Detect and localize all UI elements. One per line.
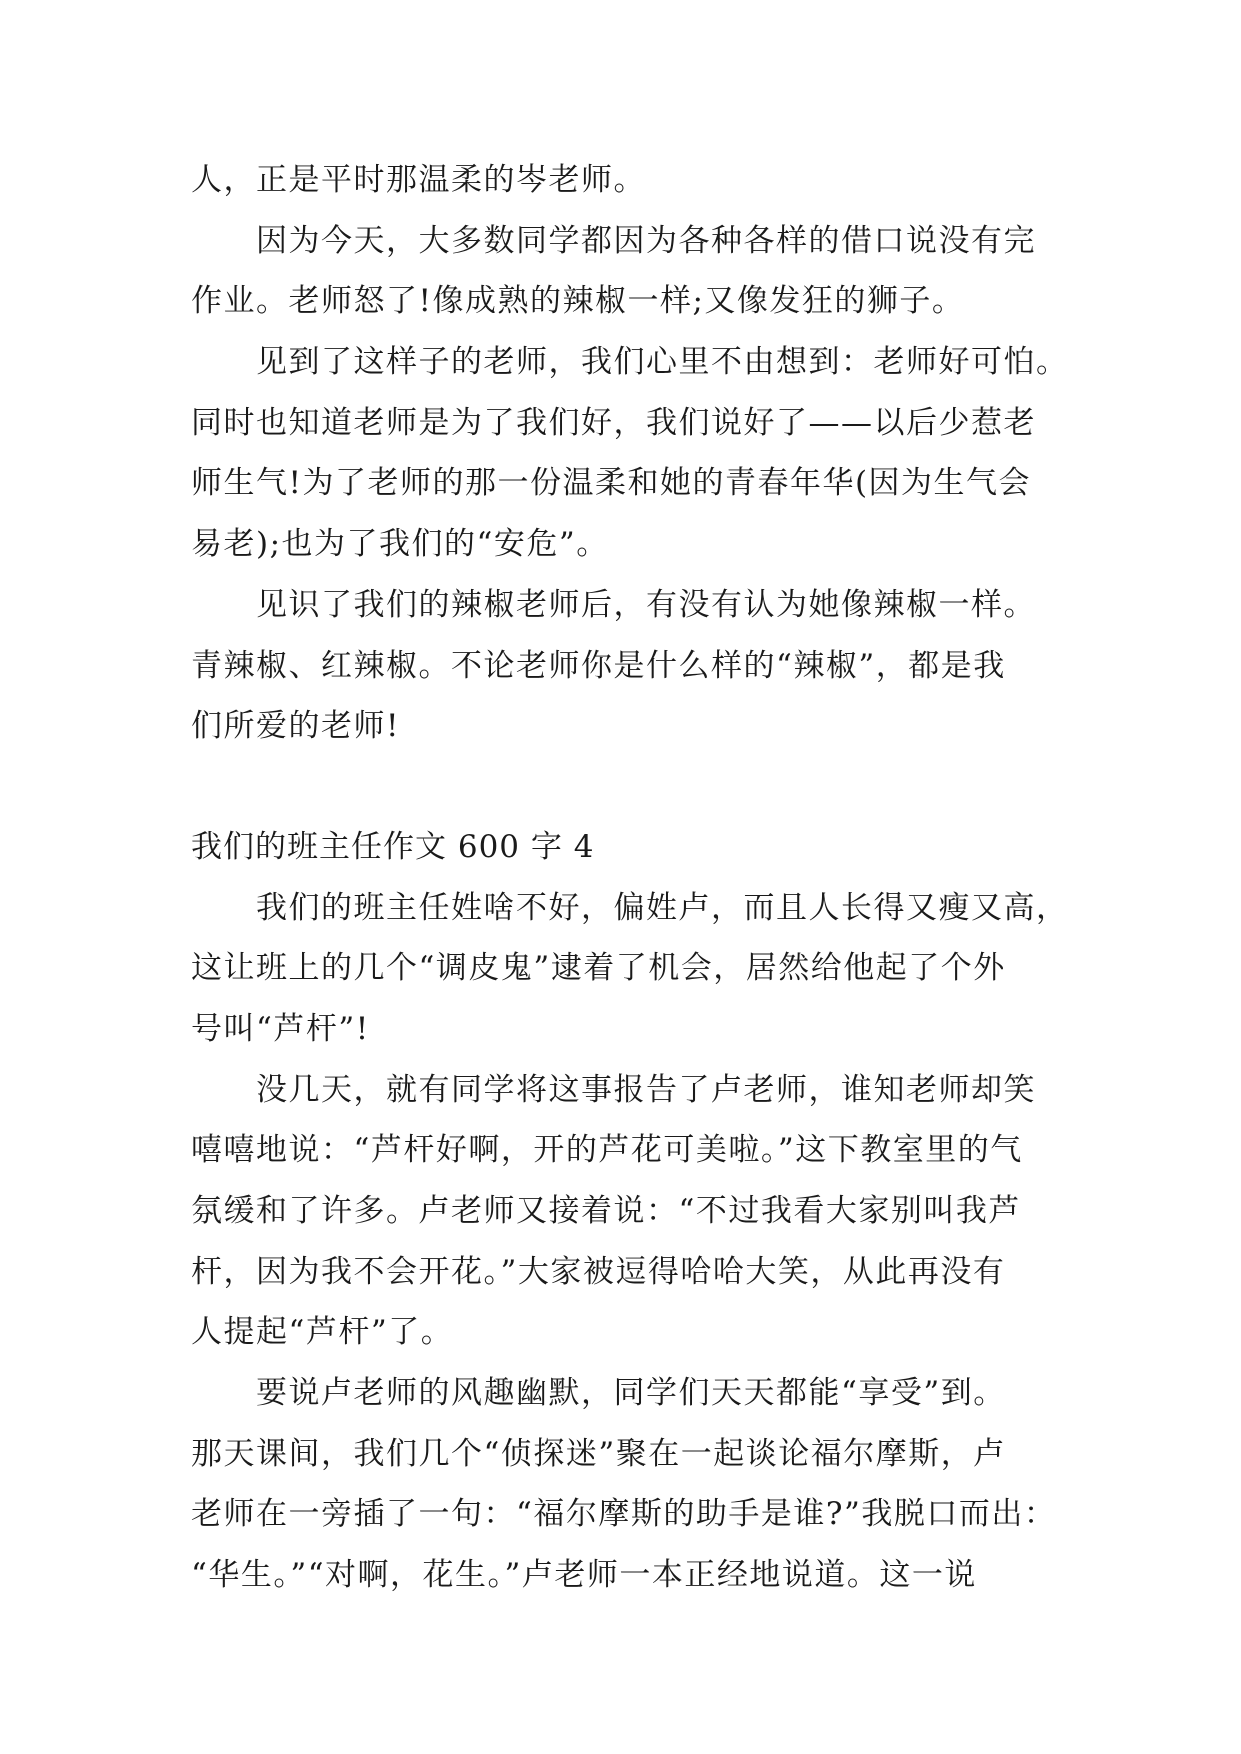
text-line: 要说卢老师的风趣幽默，同学们天天都能“享受”到。 (191, 1375, 1006, 1412)
text-line: 氛缓和了许多。卢老师又接着说：“不过我看大家别叫我芦 (191, 1193, 1021, 1229)
text-line: 们所爱的老师! (191, 708, 400, 745)
text-line: 见到了这样子的老师，我们心里不由想到：老师好可怕。 (191, 344, 1069, 381)
text-line: 这让班上的几个“调皮鬼”逮着了机会，居然给他起了个外 (191, 950, 1006, 987)
text-line: 见识了我们的辣椒老师后，有没有认为她像辣椒一样。 (191, 586, 1036, 623)
text-line: 人提起“芦杆”了。 (191, 1314, 454, 1351)
text-line: 师生气!为了老师的那一份温柔和她的青春年华(因为生气会 (191, 465, 1032, 502)
text-line: 作业。老师怒了!像成熟的辣椒一样;又像发狂的狮子。 (191, 283, 965, 320)
text-line: “华生。”“对啊，花生。”卢老师一本正经地说道。这一说 (191, 1557, 977, 1594)
text-line: 易老);也为了我们的“安危”。 (191, 526, 609, 563)
text-line: 老师在一旁插了一句：“福尔摩斯的助手是谁?”我脱口而出： (191, 1496, 1057, 1533)
document-body (191, 150, 1071, 1606)
text-line: 嘻嘻地说：“芦杆好啊，开的芦花可美啦。”这下教室里的气 (191, 1132, 1023, 1169)
text-line: 人，正是平时那温柔的岑老师。 (191, 162, 646, 198)
text-line: 号叫“芦杆”! (191, 1010, 370, 1047)
text-line: 青辣椒、红辣椒。不论老师你是什么样的“辣椒”，都是我 (191, 647, 1006, 684)
text-line: 没几天，就有同学将这事报告了卢老师，谁知老师却笑 (191, 1071, 1036, 1108)
text-line: 同时也知道老师是为了我们好，我们说好了——以后少惹老 (191, 404, 1036, 441)
text-line: 那天课间，我们几个“侦探迷”聚在一起谈论福尔摩斯，卢 (191, 1435, 1006, 1472)
text-line: 因为今天，大多数同学都因为各种各样的借口说没有完 (191, 222, 1036, 259)
text-line: 杆，因为我不会开花。”大家被逗得哈哈大笑，从此再没有 (191, 1253, 1006, 1290)
section-gap (191, 757, 1071, 817)
section-heading: 我们的班主任作文 600 字 4 (191, 828, 595, 865)
text-line: 我们的班主任姓啥不好，偏姓卢，而且人长得又瘦又高， (191, 889, 1069, 926)
